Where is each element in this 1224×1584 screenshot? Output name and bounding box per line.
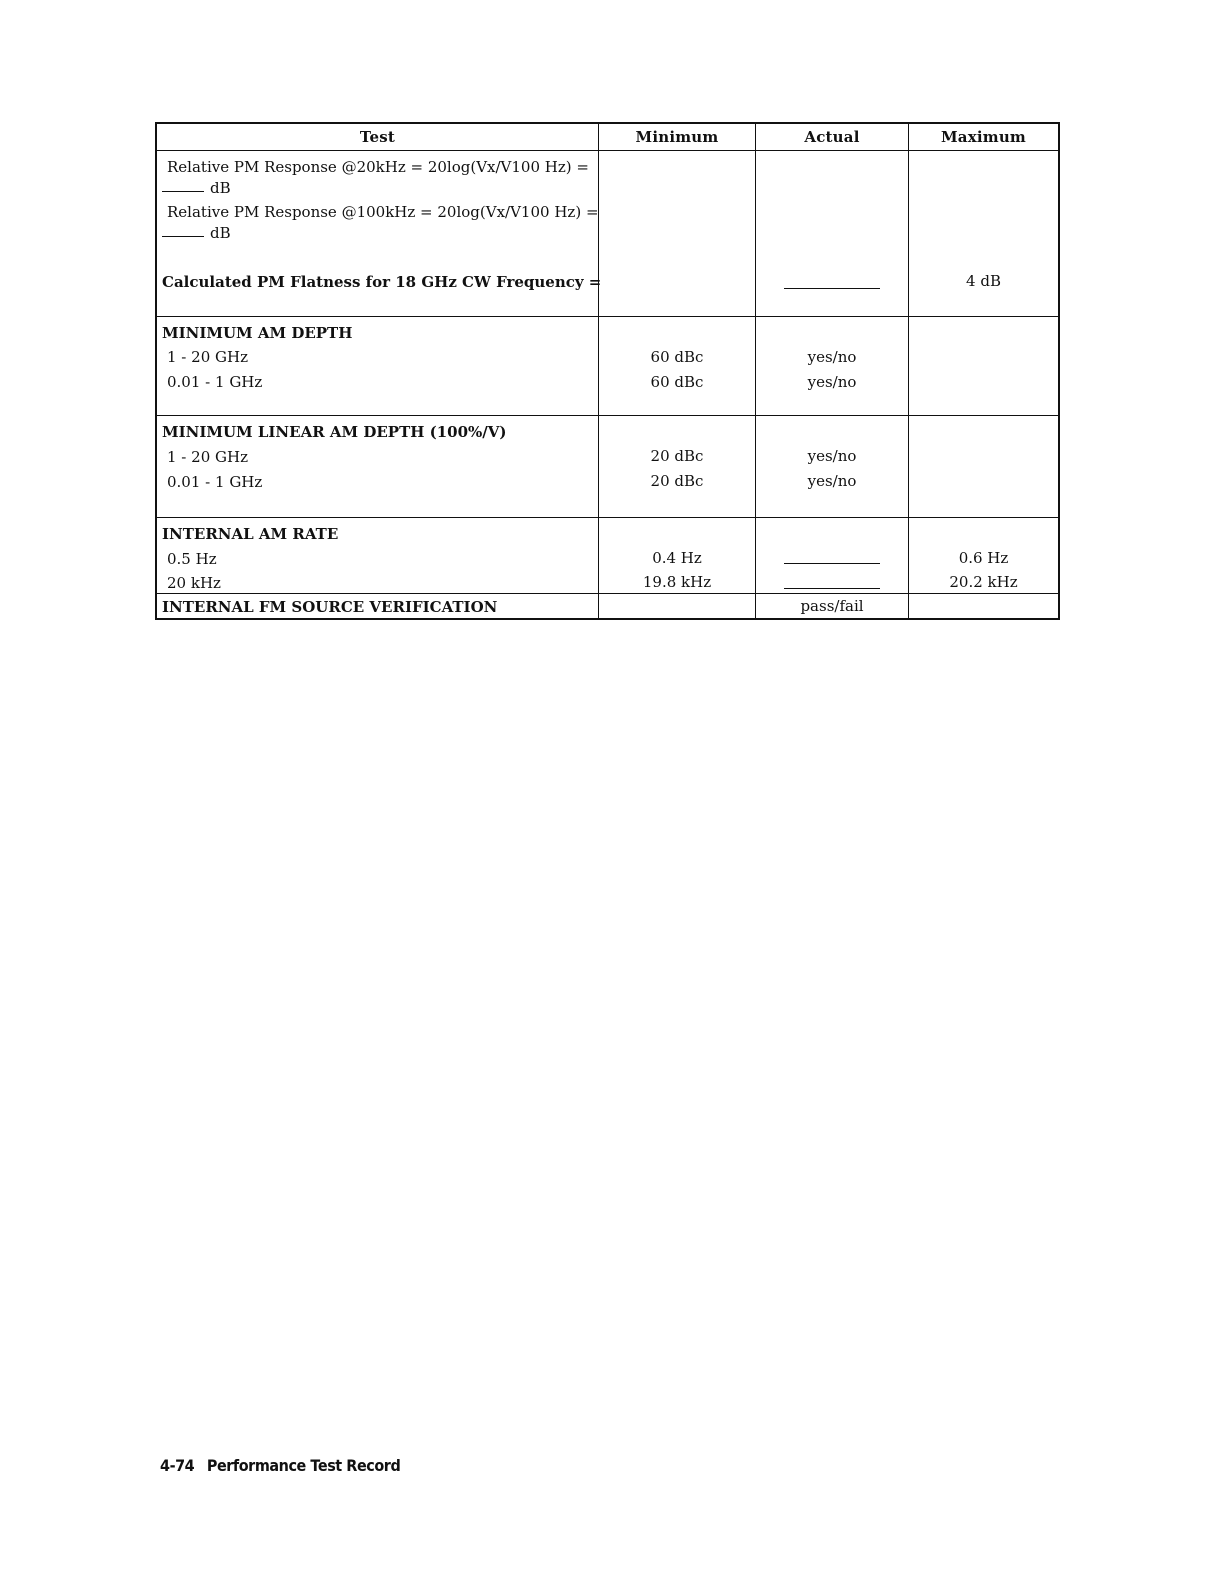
pm-100khz-label: Relative PM Response @100kHz = 20log(Vx/V100 Hz) = — [167, 203, 599, 221]
pm-flatness-maximum: 4 dB — [966, 272, 1001, 290]
am-rate-minimum-cell — [598, 518, 755, 593]
pm-flatness-label: Calculated PM Flatness for 18 GHz CW Frequency = — [162, 273, 602, 291]
am-rate-max-2: 20.2 kHz — [949, 573, 1018, 591]
fm-source-actual: pass/fail — [800, 597, 864, 615]
pm-actual-cell — [755, 151, 908, 316]
pm-20khz-entry — [162, 179, 231, 197]
linear-am-label-2: 0.01 - 1 GHz — [167, 473, 263, 491]
am-depth-maximum-cell — [908, 317, 1058, 415]
header-actual: Actual — [755, 124, 908, 150]
fm-source-minimum-cell — [598, 594, 755, 618]
pm-20khz-label: Relative PM Response @20kHz = 20log(Vx/V100 Hz) = — [167, 158, 589, 176]
linear-am-min-2: 20 dBc — [650, 472, 704, 490]
am-rate-row — [157, 517, 1058, 593]
am-rate-maximum-cell — [908, 518, 1058, 593]
page-number: 4-74 — [160, 1456, 195, 1475]
linear-am-test-cell — [157, 416, 598, 517]
header-test: Test — [359, 128, 396, 146]
am-rate-actual-blank-1 — [784, 563, 880, 564]
fm-source-actual-cell — [755, 594, 908, 618]
linear-am-min-1: 20 dBc — [650, 447, 704, 465]
linear-am-minimum-cell — [598, 416, 755, 517]
pm-minimum-cell — [598, 151, 755, 316]
am-depth-min-1: 60 dBc — [650, 348, 704, 366]
am-rate-test-cell — [157, 518, 598, 593]
linear-am-actual-cell — [755, 416, 908, 517]
linear-am-depth-row — [157, 415, 1058, 517]
am-depth-minimum-cell — [598, 317, 755, 415]
am-rate-max-1: 0.6 Hz — [958, 549, 1009, 567]
linear-am-maximum-cell — [908, 416, 1058, 517]
am-depth-test-cell — [157, 317, 598, 415]
am-depth-label-1: 1 - 20 GHz — [167, 348, 248, 366]
pm-flatness-actual-blank — [784, 288, 880, 289]
am-depth-min-2: 60 dBc — [650, 373, 704, 391]
header-maximum: Maximum — [908, 124, 1058, 150]
am-rate-min-1: 0.4 Hz — [652, 549, 702, 567]
am-depth-title: MINIMUM AM DEPTH — [162, 324, 353, 342]
fm-source-maximum-cell — [908, 594, 1058, 618]
pm-20khz-unit: dB — [210, 179, 231, 197]
am-depth-actual-cell — [755, 317, 908, 415]
header-minimum: Minimum — [598, 124, 755, 150]
performance-test-table — [155, 122, 1060, 620]
footer-title: Performance Test Record — [206, 1456, 401, 1475]
fm-source-row — [157, 593, 1058, 618]
am-rate-label-2: 20 kHz — [167, 574, 221, 592]
am-rate-label-1: 0.5 Hz — [167, 550, 217, 568]
page-footer — [160, 1456, 400, 1475]
pm-100khz-blank — [162, 235, 204, 237]
am-depth-actual-2: yes/no — [807, 373, 857, 391]
pm-100khz-unit: dB — [210, 224, 231, 242]
am-rate-actual-cell — [755, 518, 908, 593]
pm-response-row — [157, 150, 1058, 316]
am-rate-min-2: 19.8 kHz — [642, 573, 712, 591]
pm-maximum-cell — [908, 151, 1058, 316]
linear-am-label-1: 1 - 20 GHz — [167, 448, 248, 466]
linear-am-actual-2: yes/no — [807, 472, 857, 490]
am-rate-title: INTERNAL AM RATE — [162, 525, 339, 543]
am-depth-actual-1: yes/no — [807, 348, 857, 366]
am-depth-label-2: 0.01 - 1 GHz — [167, 373, 263, 391]
linear-am-actual-1: yes/no — [807, 447, 857, 465]
fm-source-title: INTERNAL FM SOURCE VERIFICATION — [162, 598, 498, 616]
pm-100khz-entry — [162, 224, 231, 242]
linear-am-title: MINIMUM LINEAR AM DEPTH (100%/V) — [162, 423, 507, 441]
table-header-row — [157, 124, 1058, 150]
pm-20khz-blank — [162, 190, 204, 192]
fm-source-test-cell — [157, 594, 598, 618]
am-rate-actual-blank-2 — [784, 588, 880, 589]
am-depth-row — [157, 316, 1058, 415]
pm-test-cell — [157, 151, 602, 316]
